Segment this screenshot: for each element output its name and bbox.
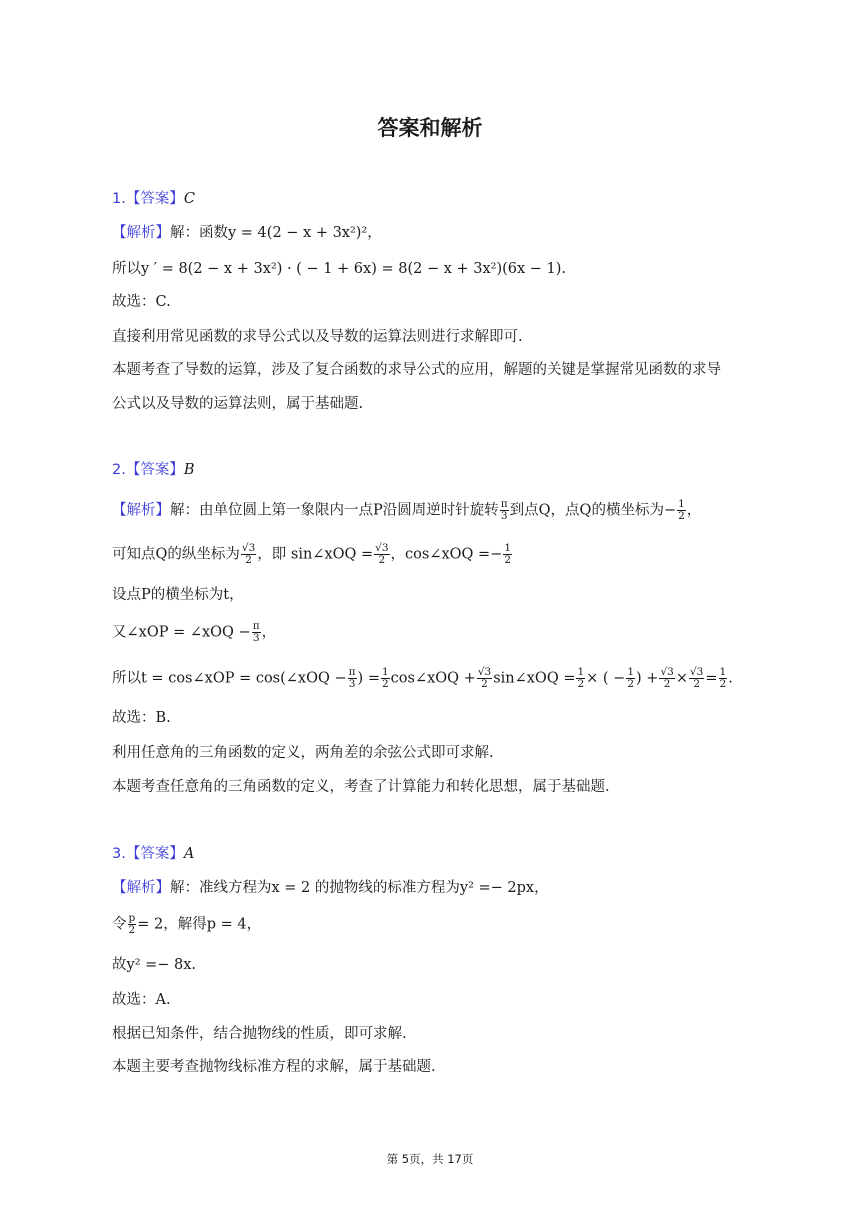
analysis-line — [112, 499, 701, 522]
text-line: 根据已知条件，结合抛物线的性质，即可求解. — [112, 1026, 407, 1042]
text-line: 可知点Q的纵坐标为 $\frac{√3}{2}$ ，即 sin∠xOQ = $\frac{√3}{2}$ ，cos∠xOQ =− $\frac{1}{2}$ — [112, 542, 512, 566]
fraction: $\frac{√3}{2}$ — [689, 666, 704, 690]
text-line: 本题考查任意角的三角函数的定义，考查了计算能力和转化思想，属于基础题. — [112, 779, 610, 795]
page-footer: 第 5页，共 17页 — [386, 1152, 474, 1166]
text: 解：由单位圆上第一象限内一点P沿圆周逆时针旋转 — [170, 502, 499, 519]
fraction: $\frac{\pi}{3}$ — [348, 666, 356, 690]
fraction: $\frac{\pi}{3}$ — [252, 620, 260, 644]
answer-label: 【答案】 — [125, 191, 184, 207]
text-line: 直接利用常见函数的求导公式以及导数的运算法则进行求解即可. — [112, 329, 523, 345]
answer-label: 【答案】 — [125, 462, 184, 478]
text-line: 设点P的横坐标为t， — [112, 587, 244, 603]
question-number: 1. — [112, 191, 126, 207]
text-line: 又∠xOP = ∠xOQ − $\frac{\pi}{3}$ ， — [112, 620, 277, 644]
fraction: $\frac{1}{2}$ — [504, 542, 512, 566]
fraction: $\frac{1}{2}$ — [678, 498, 685, 522]
analysis-line: 【解析】解：准线方程为x = 2 的抛物线的标准方程为y² =− 2px， — [112, 880, 549, 896]
answer-label: 【答案】 — [125, 846, 184, 862]
analysis-label: 【解析】 — [112, 880, 170, 896]
question-number: 2. — [112, 462, 126, 478]
text: 解：函数y = 4(2 − x + 3x²)²， — [170, 225, 382, 241]
answer-line — [112, 188, 195, 210]
question-number: 3. — [112, 846, 126, 862]
fraction: $\frac{√3}{2}$ — [477, 666, 492, 690]
fraction: $\frac{√3}{2}$ — [375, 542, 389, 566]
fraction: $\frac{1}{2}$ — [577, 666, 585, 690]
text-line: 利用任意角的三角函数的定义，两角差的余弦公式即可求解. — [112, 745, 494, 761]
fraction: $\frac{√3}{2}$ — [660, 666, 674, 690]
text-line: 故y² =− 8x. — [112, 957, 197, 973]
text-line: 本题考查了导数的运算，涉及了复合函数的求导公式的应用，解题的关键是掌握常见函数的求导 — [112, 362, 721, 378]
page-title: 答案和解析 — [377, 116, 483, 140]
text: 到点Q，点Q的横坐标为− — [509, 502, 677, 519]
answer-value: A — [183, 846, 195, 862]
fraction: $\frac{1}{2}$ — [627, 666, 635, 690]
text-line: 所以t = cos∠xOP = cos(∠xOQ − $\frac{\pi}{3}$ ) = $\frac{1}{2}$ cos∠xOQ + $\frac{√3}{2}$ sin∠xOQ = $\frac{1}{2}$ × ( − $\frac{1}{2}$ ) + $\frac{√3}{2}$ × $\frac{√3}{2}$ = $\frac{1}{2}$ . — [112, 666, 733, 690]
text: ， — [686, 502, 702, 519]
text-line: 令 $\frac{p}{2}$ = 2，解得p = 4， — [112, 912, 262, 936]
analysis-label: 【解析】 — [112, 502, 170, 519]
answer-line — [112, 459, 195, 481]
fraction: $\frac{√3}{2}$ — [241, 542, 256, 566]
answer-line — [112, 843, 194, 865]
text-line: 所以y ′ = 8(2 − x + 3x²) · ( − 1 + 6x) = 8(2 − x + 3x²)(6x − 1). — [112, 261, 567, 277]
analysis-line — [112, 222, 382, 244]
text-line: 故选：B. — [112, 710, 171, 726]
text-line: 故选：A. — [112, 992, 171, 1008]
fraction: $\frac{p}{2}$ — [128, 912, 136, 936]
fraction: $\frac{\pi}{3}$ — [500, 498, 508, 522]
text-line: 公式以及导数的运算法则，属于基础题. — [112, 396, 364, 412]
fraction: $\frac{1}{2}$ — [719, 666, 727, 690]
answer-value: C — [183, 191, 195, 207]
text-line: 故选：C. — [112, 294, 171, 310]
text-line: 本题主要考查抛物线标准方程的求解，属于基础题. — [112, 1059, 436, 1075]
answer-value: B — [183, 462, 195, 478]
analysis-label: 【解析】 — [112, 225, 170, 241]
fraction: $\frac{1}{2}$ — [381, 666, 389, 690]
